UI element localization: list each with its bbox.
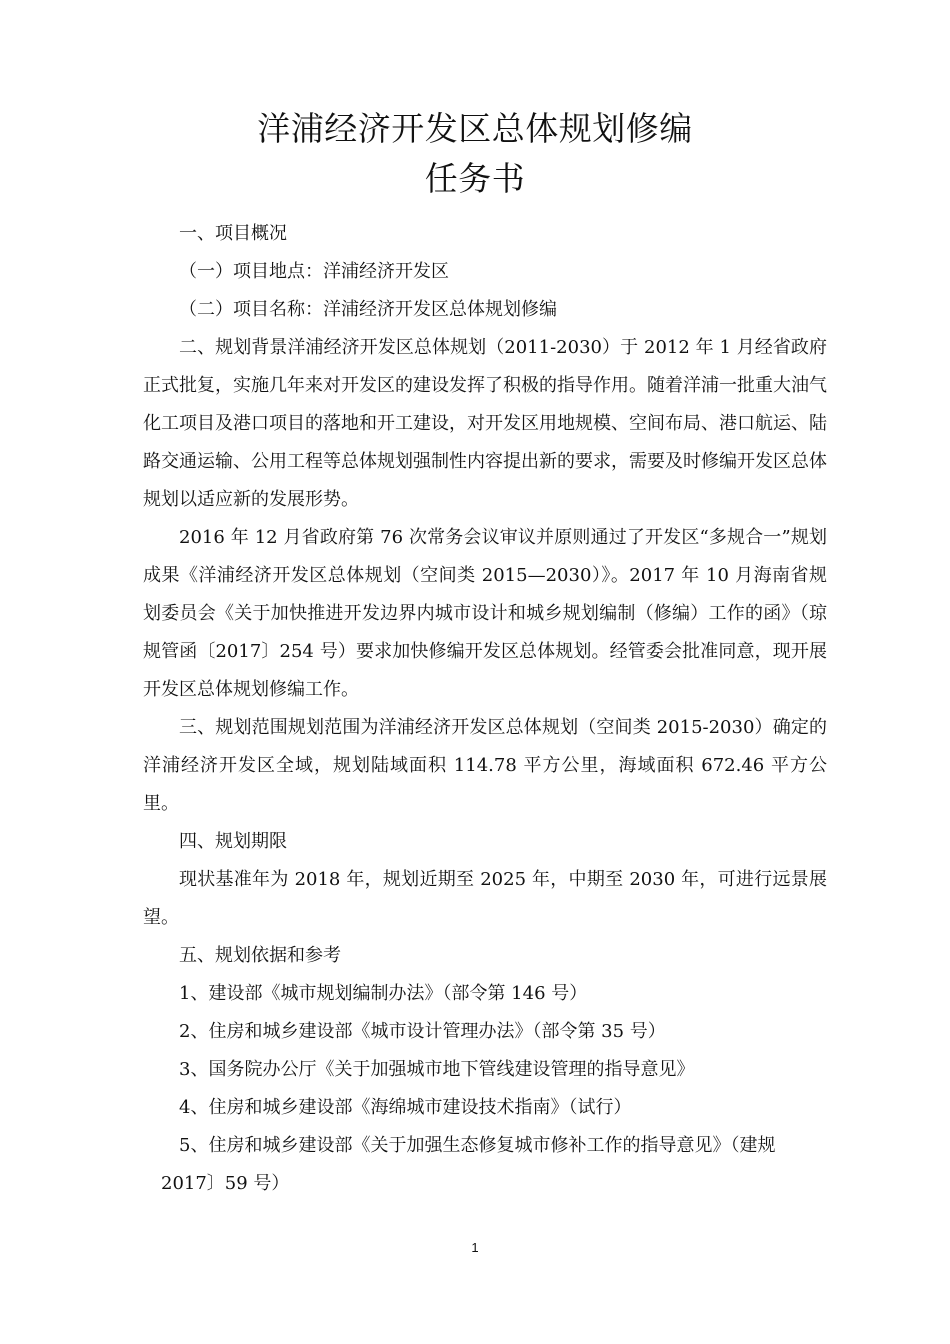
planning-background-paragraph: 二、规划背景洋浦经济开发区总体规划（2011-2030）于 2012 年 1 月经省政府正式批复，实施几年来对开发区的建设发挥了积极的指导作用。随着洋浦一批重大油气化工项目及港口项目的落地和开工建设，对开发区用地规模、空间布局、港口航运、陆路交通运输、公用工程等总体规划强制性内容提出新的要求，需要及时修编开发区总体规划以适应新的发展形势。 (143, 337, 827, 510)
title-line-2: 任务书 (424, 159, 526, 198)
section-heading-overview: 一、项目概况 (179, 223, 287, 244)
basis-item: 1、建设部《城市规划编制办法》（部令第 146 号） (179, 983, 588, 1004)
planning-scope-paragraph: 三、规划范围规划范围为洋浦经济开发区总体规划（空间类 2015-2030）确定的洋浦经济开发区全域，规划陆域面积 114.78 平方公里，海域面积 672.46 平方公里。 (143, 717, 827, 814)
planning-background-paragraph-2: 2016 年 12 月省政府第 76 次常务会议审议并原则通过了开发区“多规合一”规划成果《洋浦经济开发区总体规划（空间类 2015—2030）》。2017 年 10 月海南省规划委员会《关于加快推进开发边界内城市设计和城乡规划编制（修编）工作的函》（琼规管函〔2017〕254 号）要求加快修编开发区总体规划。经管委会批准同意，现开展开发区总体规划修编工作。 (143, 527, 827, 700)
project-location: （一）项目地点：洋浦经济开发区 (179, 261, 449, 282)
basis-item: 4、住房和城乡建设部《海绵城市建设技术指南》（试行） (179, 1097, 632, 1118)
title-line-1: 洋浦经济开发区总体规划修编 (257, 109, 693, 148)
basis-item-continuation: 2017〕59 号） (161, 1173, 290, 1194)
page-number: 1 (471, 1240, 479, 1255)
section-heading-period: 四、规划期限 (179, 831, 287, 852)
basis-item: 5、住房和城乡建设部《关于加强生态修复城市修补工作的指导意见》（建规 (179, 1135, 776, 1156)
basis-item: 2、住房和城乡建设部《城市设计管理办法》（部令第 35 号） (179, 1021, 666, 1042)
document-body (143, 215, 827, 1203)
planning-period-paragraph: 现状基准年为 2018 年，规划近期至 2025 年，中期至 2030 年，可进行远景展望。 (143, 869, 827, 928)
document-title (0, 104, 950, 204)
section-heading-basis: 五、规划依据和参考 (179, 945, 341, 966)
project-name: （二）项目名称：洋浦经济开发区总体规划修编 (179, 299, 557, 320)
basis-item: 3、国务院办公厅《关于加强城市地下管线建设管理的指导意见》 (179, 1059, 695, 1080)
